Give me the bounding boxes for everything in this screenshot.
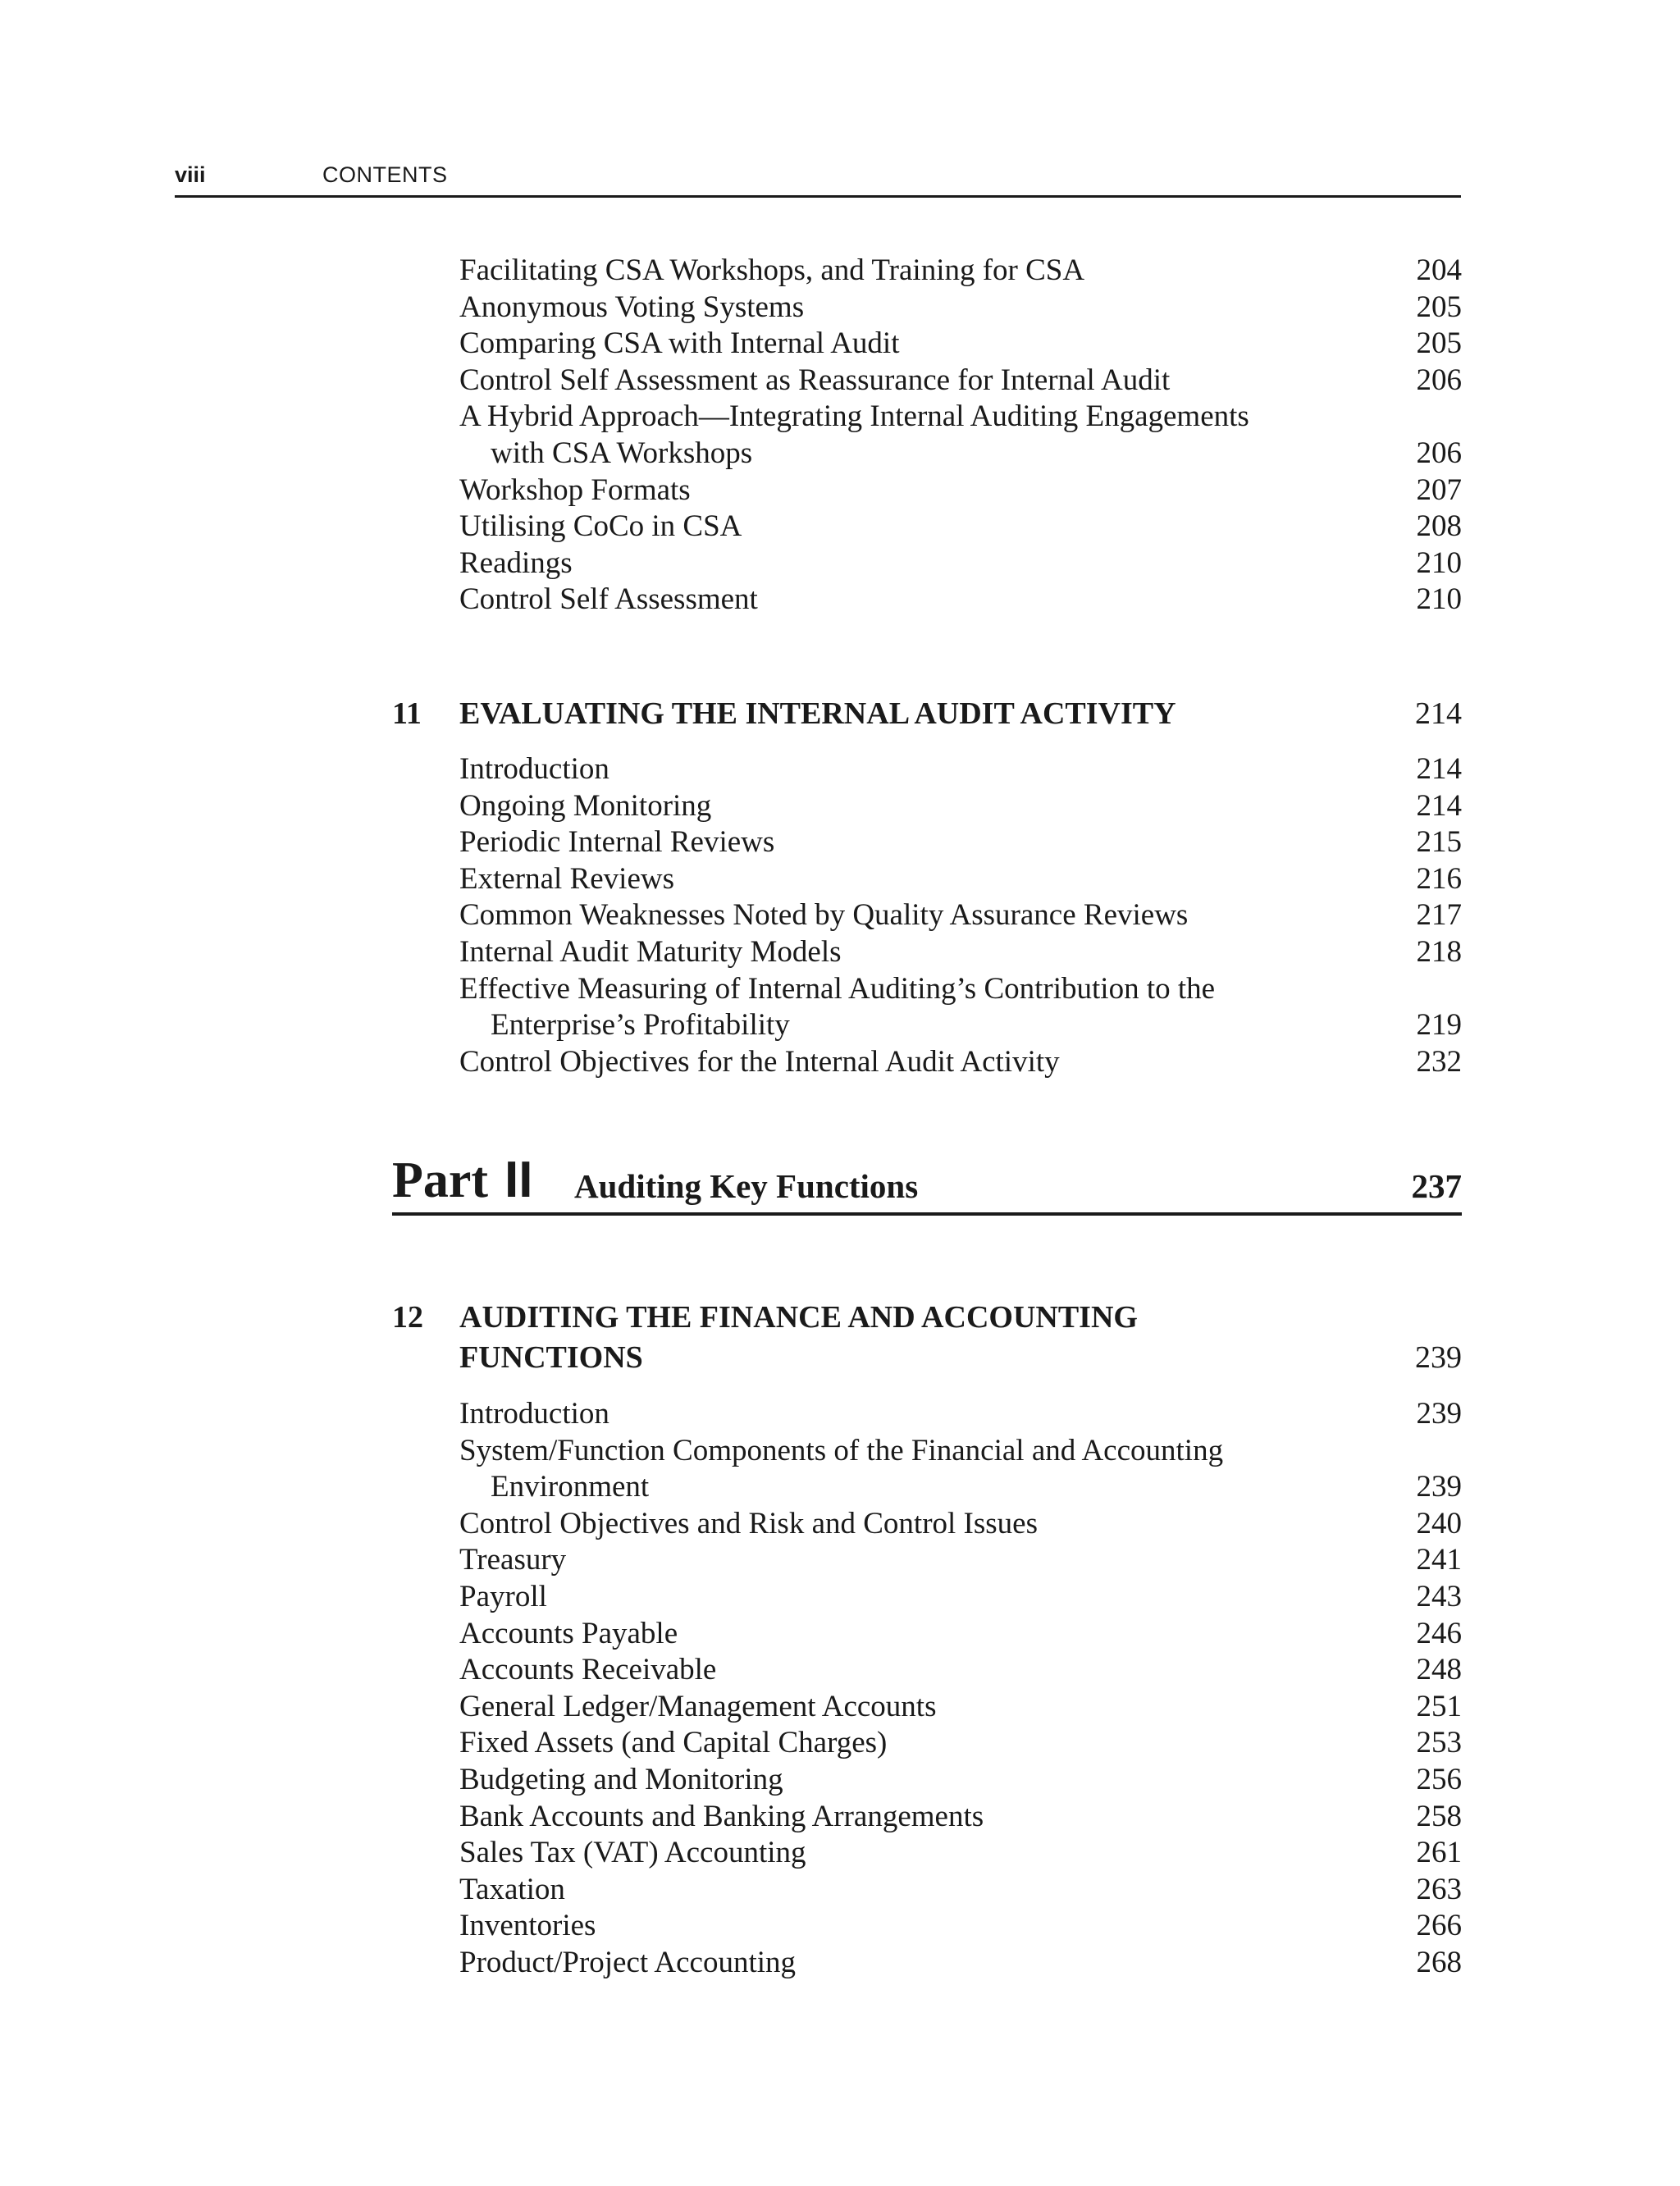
toc-entry[interactable] xyxy=(392,1044,1462,1081)
toc-entry-label: Accounts Payable xyxy=(459,1616,678,1650)
chapter10-entries xyxy=(392,253,1462,618)
toc-entry[interactable] xyxy=(392,582,1462,618)
page-folio: viii xyxy=(175,162,206,187)
toc-entry[interactable] xyxy=(392,1725,1462,1762)
toc-entry-label: General Ledger/Management Accounts xyxy=(459,1689,937,1723)
toc-entry-page: 219 xyxy=(1416,1008,1462,1043)
toc-entry[interactable] xyxy=(392,751,1462,788)
toc-entry-label-line1: Effective Measuring of Internal Auditing’s Contribution to the xyxy=(459,971,1216,1006)
running-head-title: CONTENTS xyxy=(322,162,448,187)
toc-entry-page: 253 xyxy=(1416,1726,1462,1760)
toc-entry-page: 214 xyxy=(1416,752,1462,786)
toc-entry-label-line2: Environment xyxy=(491,1470,650,1504)
toc-entry[interactable] xyxy=(392,1579,1462,1616)
toc-entry-label: Bank Accounts and Banking Arrangements xyxy=(459,1799,984,1833)
toc-entry[interactable] xyxy=(392,253,1462,290)
toc-entry-page: 216 xyxy=(1416,861,1462,896)
toc-entry-label: Introduction xyxy=(459,752,609,786)
toc-entry-label: Control Objectives and Risk and Control Issues xyxy=(459,1506,1038,1540)
toc-entry[interactable] xyxy=(392,1433,1462,1506)
toc-entry-page: 239 xyxy=(1416,1397,1462,1431)
toc-entry-label: Payroll xyxy=(459,1579,547,1613)
toc-entry[interactable] xyxy=(392,1652,1462,1689)
chapter11-entries xyxy=(392,751,1462,1080)
part-title: Auditing Key Functions xyxy=(574,1167,919,1205)
toc-entry[interactable] xyxy=(392,290,1462,326)
toc-entry-label: Inventories xyxy=(459,1909,596,1943)
toc-entry-label: Control Objectives for the Internal Audit Activity xyxy=(459,1044,1060,1079)
toc-entry[interactable] xyxy=(392,509,1462,545)
toc-entry-label: Control Self Assessment xyxy=(459,582,758,617)
toc-entry-page: 258 xyxy=(1416,1799,1462,1833)
toc-entry-page: 215 xyxy=(1416,825,1462,860)
toc-entry[interactable] xyxy=(392,1908,1462,1945)
toc-entry-page: 207 xyxy=(1416,472,1462,507)
toc-entry-page: 241 xyxy=(1416,1543,1462,1577)
toc-entry-page: 206 xyxy=(1416,363,1462,397)
toc-entry-page: 205 xyxy=(1416,290,1462,324)
toc-entry-label: Comparing CSA with Internal Audit xyxy=(459,326,900,361)
toc-entry-page: 214 xyxy=(1416,788,1462,823)
part-page: 237 xyxy=(1411,1167,1462,1205)
toc-entry-label-line1: A Hybrid Approach—Integrating Internal Auditing Engagements xyxy=(459,399,1249,434)
toc-entry-label: Control Self Assessment as Reassurance for Internal Audit xyxy=(459,363,1171,397)
toc-entry[interactable] xyxy=(392,1945,1462,1982)
toc-entry[interactable] xyxy=(392,1542,1462,1579)
chapter-title-line1: AUDITING THE FINANCE AND ACCOUNTING xyxy=(459,1300,1138,1335)
toc-entry-label: Product/Project Accounting xyxy=(459,1945,797,1979)
toc-entry[interactable] xyxy=(392,1616,1462,1653)
toc-entry[interactable] xyxy=(392,326,1462,363)
toc-entry-label: Fixed Assets (and Capital Charges) xyxy=(459,1726,888,1760)
toc-entry[interactable] xyxy=(392,545,1462,582)
toc-entry-page: 218 xyxy=(1416,934,1462,969)
toc-entry-label-line2: Enterprise’s Profitability xyxy=(491,1008,790,1043)
toc-entry-page: 204 xyxy=(1416,253,1462,287)
toc-entry[interactable] xyxy=(392,824,1462,861)
toc-entry[interactable] xyxy=(392,934,1462,971)
toc-entry-label: Introduction xyxy=(459,1397,609,1431)
toc-entry-label: Internal Audit Maturity Models xyxy=(459,934,842,969)
toc-entry[interactable] xyxy=(392,363,1462,399)
toc-entry-page: 268 xyxy=(1416,1945,1462,1979)
chapter-page: 214 xyxy=(1415,696,1462,731)
toc-entry[interactable] xyxy=(392,1872,1462,1909)
part-label xyxy=(392,1153,533,1207)
toc-entry-page: 256 xyxy=(1416,1762,1462,1796)
toc-entry-label: Facilitating CSA Workshops, and Training for CSA xyxy=(459,253,1085,287)
chapter12-entries xyxy=(392,1396,1462,1982)
toc-entry-label-line1: System/Function Components of the Financial and Accounting xyxy=(459,1433,1224,1467)
toc-entry[interactable] xyxy=(392,1506,1462,1543)
toc-entry-page: 246 xyxy=(1416,1616,1462,1650)
toc-entry-label: Ongoing Monitoring xyxy=(459,788,712,823)
toc-entry[interactable] xyxy=(392,788,1462,825)
toc-entry-page: 206 xyxy=(1416,436,1462,470)
chapter-page: 239 xyxy=(1415,1340,1462,1375)
toc-entry-label: Periodic Internal Reviews xyxy=(459,825,775,860)
toc-entry-label: External Reviews xyxy=(459,861,674,896)
toc-entry-page: 248 xyxy=(1416,1653,1462,1687)
toc-entry[interactable] xyxy=(392,1835,1462,1872)
toc-entry-label: Budgeting and Monitoring xyxy=(459,1762,783,1796)
toc-entry-label: Readings xyxy=(459,545,573,580)
toc-entry[interactable] xyxy=(392,1762,1462,1799)
toc-entry-page: 240 xyxy=(1416,1506,1462,1540)
toc-entry-page: 266 xyxy=(1416,1909,1462,1943)
toc-entry[interactable] xyxy=(392,971,1462,1044)
toc-entry-label: Workshop Formats xyxy=(459,472,691,507)
toc-entry[interactable] xyxy=(392,1396,1462,1433)
toc-entry-page: 210 xyxy=(1416,582,1462,617)
toc-entry-page: 251 xyxy=(1416,1689,1462,1723)
toc-entry-page: 243 xyxy=(1416,1579,1462,1613)
chapter-title xyxy=(459,1298,1362,1378)
toc-entry-label xyxy=(459,971,1296,1044)
toc-entry[interactable] xyxy=(392,1799,1462,1836)
toc-entry-page: 205 xyxy=(1416,326,1462,361)
chapter-title: EVALUATING THE INTERNAL AUDIT ACTIVITY xyxy=(459,696,1176,731)
toc-entry-label-line2: with CSA Workshops xyxy=(491,436,753,470)
part-word: Part xyxy=(392,1152,489,1208)
toc-entry[interactable] xyxy=(392,1689,1462,1726)
toc-entry-label: Accounts Receivable xyxy=(459,1653,717,1687)
toc-entry-label: Anonymous Voting Systems xyxy=(459,290,805,324)
toc-entry[interactable] xyxy=(392,861,1462,898)
toc-entry-page: 232 xyxy=(1416,1044,1462,1079)
toc-entry-label xyxy=(459,1433,1296,1506)
toc-entry-label: Treasury xyxy=(459,1543,567,1577)
chapter-title-line2: FUNCTIONS xyxy=(459,1340,643,1375)
toc-entry-label: Utilising CoCo in CSA xyxy=(459,509,742,544)
toc-entry-page: 210 xyxy=(1416,545,1462,580)
chapter-number: 11 xyxy=(392,696,422,731)
part-numeral: II xyxy=(504,1152,533,1208)
toc-entry-label: Taxation xyxy=(459,1872,565,1906)
toc-entry-label xyxy=(459,399,1296,472)
toc-entry-label: Sales Tax (VAT) Accounting xyxy=(459,1836,806,1870)
toc-entry-label: Common Weaknesses Noted by Quality Assurance Reviews xyxy=(459,898,1189,933)
toc-entry-page: 217 xyxy=(1416,898,1462,933)
toc-entry-page: 208 xyxy=(1416,509,1462,544)
part-heading[interactable] xyxy=(392,1148,1462,1216)
toc-entry-page: 263 xyxy=(1416,1872,1462,1906)
running-header xyxy=(175,161,1461,198)
toc-entry-page: 261 xyxy=(1416,1836,1462,1870)
toc-entry-page: 239 xyxy=(1416,1470,1462,1504)
toc-entry[interactable] xyxy=(392,399,1462,472)
toc-entry[interactable] xyxy=(392,897,1462,934)
toc-entry[interactable] xyxy=(392,472,1462,509)
chapter-number: 12 xyxy=(392,1300,423,1335)
